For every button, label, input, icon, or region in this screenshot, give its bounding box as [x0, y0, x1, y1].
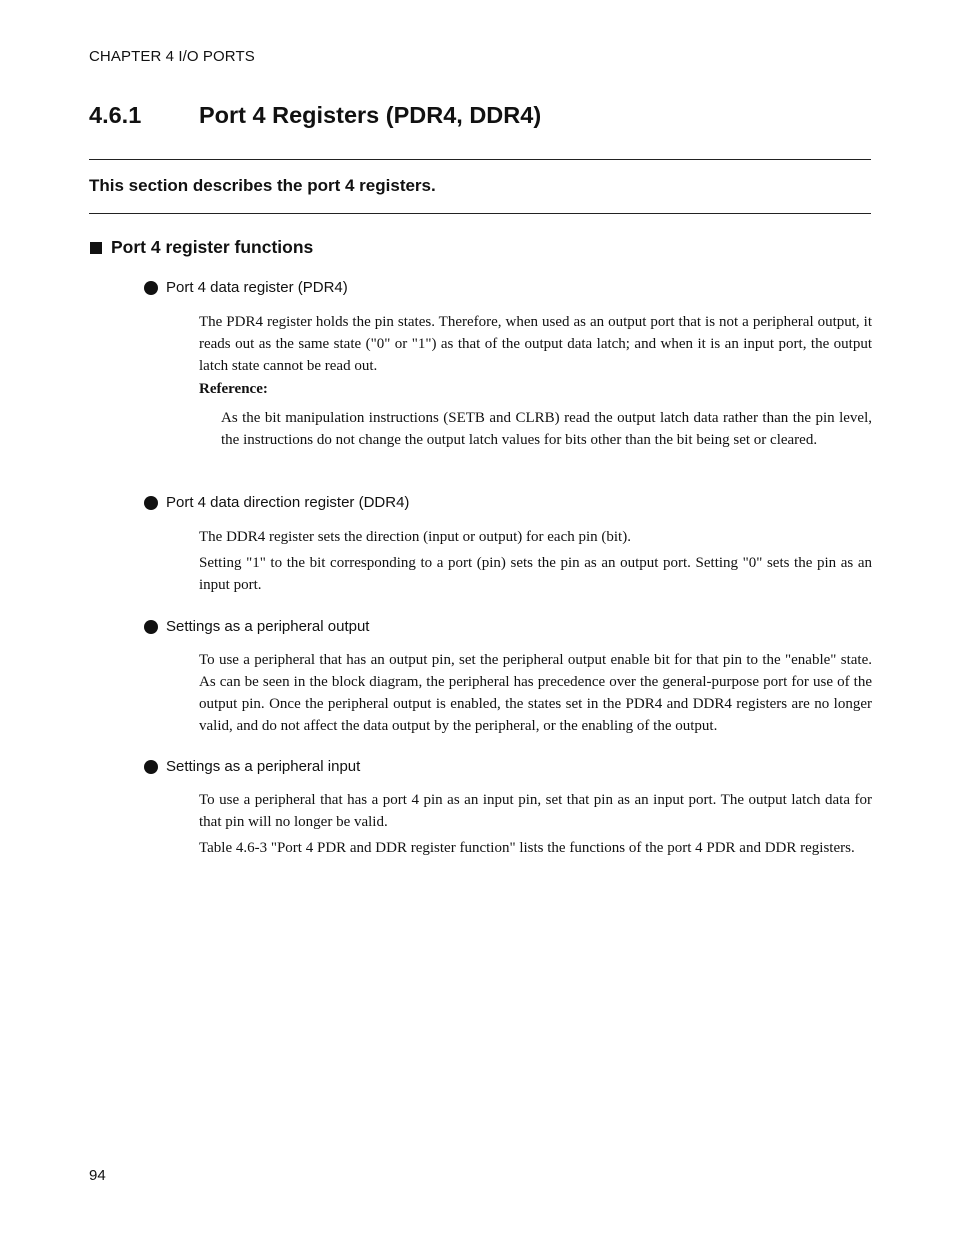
section-title — [89, 102, 541, 129]
circle-bullet-icon — [144, 496, 158, 510]
paragraph-peripheral-input-1: To use a peripheral that has a port 4 pin as an input pin, set that pin as an input port. The output latch data for that pin will no longer be valid. — [199, 792, 872, 830]
item-heading-peripheral-output — [144, 618, 369, 635]
subheading-text: Port 4 register functions — [111, 237, 314, 257]
item-heading-text: Settings as a peripheral input — [166, 758, 361, 775]
item-heading-text: Port 4 data register (PDR4) — [166, 279, 348, 296]
circle-bullet-icon — [144, 620, 158, 634]
bottom-rule — [89, 213, 871, 214]
item-heading-peripheral-input — [144, 758, 360, 775]
top-rule — [89, 159, 871, 160]
paragraph-peripheral-output: To use a peripheral that has an output pin, set the peripheral output enable bit for that pin to the "enable" state. As can be seen in the block diagram, the peripheral has precedence over the general-purpose port for use of the output pin. Once the peripheral output is enabled, the states set in the PDR4 and DDR4 registers are no longer valid, and do not affect the data output by the peripheral, or the enabling of the output. — [199, 652, 872, 734]
item-heading-ddr4 — [144, 494, 409, 511]
reference-text: As the bit manipulation instructions (SETB and CLRB) read the output latch data rather than the pin level, the instructions do not change the output latch values for bits other than the bit being set or cleared. — [221, 410, 872, 448]
square-bullet-icon — [90, 242, 102, 254]
subheading — [89, 237, 313, 258]
paragraph-ddr4-2: Setting "1" to the bit corresponding to a port (pin) sets the pin as an output port. Setting "0" sets the pin as an input port. — [199, 555, 872, 593]
section-title-text: Port 4 Registers (PDR4, DDR4) — [199, 102, 542, 128]
circle-bullet-icon — [144, 281, 158, 295]
paragraph-ddr4-1: The DDR4 register sets the direction (input or output) for each pin (bit). — [199, 529, 631, 545]
paragraph-pdr4: The PDR4 register holds the pin states. Therefore, when used as an output port that is not a peripheral output, it reads out as the same state ("0" or "1") as that of the output data latch; and when it is an input port, the output latch state cannot be read out. — [199, 314, 872, 374]
item-heading-text: Port 4 data direction register (DDR4) — [166, 494, 410, 511]
section-number: 4.6.1 — [89, 102, 142, 128]
item-heading-pdr4 — [144, 279, 348, 296]
item-heading-text: Settings as a peripheral output — [166, 618, 370, 635]
page-number: 94 — [89, 1167, 106, 1184]
paragraph-peripheral-input-2: Table 4.6-3 "Port 4 PDR and DDR register function" lists the functions of the port 4 PDR and DDR registers. — [199, 840, 855, 856]
circle-bullet-icon — [144, 760, 158, 774]
section-summary: This section describes the port 4 registers. — [89, 176, 436, 195]
reference-label: Reference: — [199, 381, 268, 397]
running-header: CHAPTER 4 I/O PORTS — [89, 48, 255, 65]
